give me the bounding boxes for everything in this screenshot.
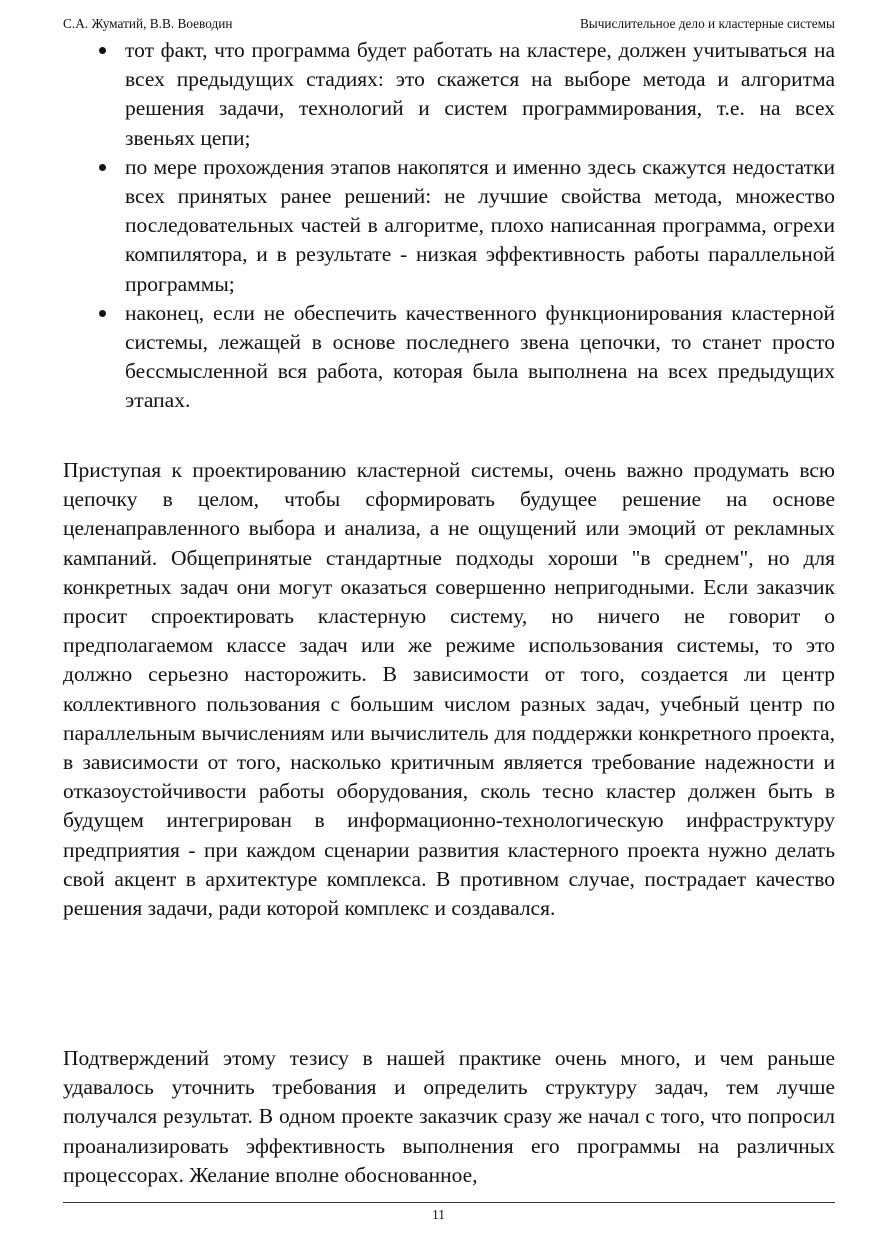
- body-paragraph: Приступая к проектированию кластерной системы, очень важно продумать всю цепочку в целом, чтобы сформировать будущее решение на основе целенаправленного выбора и анализа, а не ощущений или эмоций от рекламных кампаний. Общепринятые стандартные подходы хороши "в среднем", но для конкретных задач они могут оказаться совершенно непригодными. Если заказчик просит спроектировать кластерную систему, но ничего не говорит о предполагаемом классе задач или же режиме использования системы, то это должно серьезно насторожить. В зависимости от того, создается ли центр коллективного пользования с большим числом разных задач, учебный центр по параллельным вычислениям или вычислитель для поддержки конкретного проекта, в зависимости от того, насколько критичным является требование надежности и отказоустойчивости работы оборудования, сколь тесно кластер должен быть в будущем интегрирован в информационно-технологическую инфраструктуру предприятия - при каждом сценарии развития кластерного проекта нужно делать свой акцент в архитектуре комплекса. В противном случае, пострадает качество решения задачи, ради которой комплекс и создавался.: [63, 458, 835, 921]
- bullet-list: [63, 36, 835, 416]
- header-authors: С.А. Жуматий, В.В. Воеводин: [63, 16, 233, 31]
- footer-divider: [63, 1202, 835, 1203]
- header-book-title: Вычислительное дело и кластерные системы: [579, 16, 835, 31]
- bullet-item: по мере прохождения этапов накопятся и именно здесь скажутся недостатки всех принятых ранее решений: не лучшие свойства метода, множество последовательных частей в алгоритме, плохо написанная программа, огрехи компилятора, и в результате - низкая эффективность работы параллельной программы;: [63, 153, 835, 299]
- bullet-item: тот факт, что программа будет работать на кластере, должен учитываться на всех предыдущих стадиях: это скажется на выборе метода и алгоритма решения задачи, технологий и систем программирования, т.е. на всех звеньях цепи;: [63, 36, 835, 153]
- body-paragraph: Подтверждений этому тезису в нашей практике очень много, и чем раньше удавалось уточнить требования и определить структуру задач, тем лучше получался результат. В одном проекте заказчик сразу же начал с того, что попросил проанализировать эффективность выполнения его программы на различных процессорах. Желание вполне обоснованное,: [63, 1046, 835, 1187]
- running-header: [63, 14, 835, 34]
- page-number: 11: [432, 1207, 445, 1222]
- bullet-item: наконец, если не обеспечить качественного функционирования кластерной системы, лежащей в основе последнего звена цепочки, то станет просто бессмысленной вся работа, которая была выполнена на всех предыдущих этапах.: [63, 299, 835, 416]
